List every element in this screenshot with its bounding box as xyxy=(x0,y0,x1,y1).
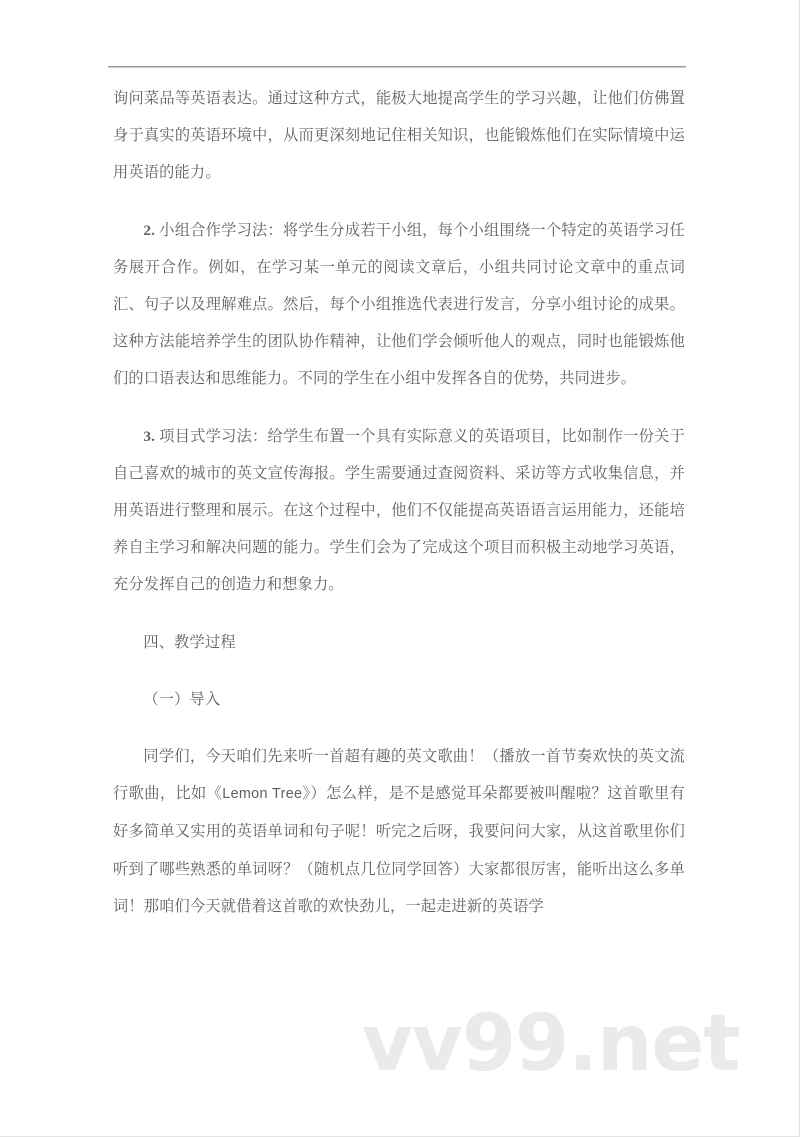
document-body xyxy=(113,80,685,925)
paragraph-method-3-text: 项目式学习法：给学生布置一个具有实际意义的英语项目，比如制作一份关于自己喜欢的城市的英文宣传海报。学生需要通过查阅资料、采访等方式收集信息，并用英语进行整理和展示。在这个过程中，他们不仅能提高英语语言运用能力，还能培养自主学习和解决问题的能力。学生们会为了完成这个项目而积极主动地学习英语，充分发挥自己的创造力和想象力。 xyxy=(113,427,685,594)
section-heading-four: 四、教学过程 xyxy=(143,633,236,651)
paragraph-method-2 xyxy=(113,212,685,398)
paragraph-introduction xyxy=(113,738,685,925)
site-watermark: vv99.net xyxy=(362,999,740,1089)
subsection-heading-one: （一）导入 xyxy=(143,690,221,708)
paragraph-continued: 询问菜品等英语表达。通过这种方式，能极大地提高学生的学习兴趣，让他们仿佛置身于真实的英语环境中，从而更深刻地记住相关知识，也能锻炼他们在实际情境中运用英语的能力。 xyxy=(113,90,685,182)
list-number-2: 2. xyxy=(143,221,156,239)
paragraph-method-3 xyxy=(113,418,685,604)
list-number-3: 3. xyxy=(143,427,156,445)
intro-text-after-song: 》）怎么样，是不是感觉耳朵都要被叫醒啦？这首歌里有好多简单又实用的英语单词和句子呢！听完之后呀，我要问问大家，从这首歌里你们听到了哪些熟悉的单词呀？（随机点几位同学回答）大家都很厉害，能听出这么多单词！那咱们今天就借着这首歌的欢快劲儿，一起走进新的英语学 xyxy=(113,785,685,915)
paragraph-method-2-text: 小组合作学习法：将学生分成若干小组，每个小组围绕一个特定的英语学习任务展开合作。例如，在学习某一单元的阅读文章后，小组共同讨论文章中的重点词汇、句子以及理解难点。然后，每个小组推选代表进行发言，分享小组讨论的成果。这种方法能培养学生的团队协作精神，让他们学会倾听他人的观点，同时也能锻炼他们的口语表达和思维能力。不同的学生在小组中发挥各自的优势，共同进步。 xyxy=(113,221,685,388)
intro-text-before-song: 同学们，今天咱们先来听一首超有趣的英文歌曲！（播放一首节奏欢快的英文流行歌曲，比如《 xyxy=(113,748,685,803)
song-title: Lemon Tree xyxy=(222,786,303,803)
header-horizontal-rule xyxy=(108,66,686,68)
